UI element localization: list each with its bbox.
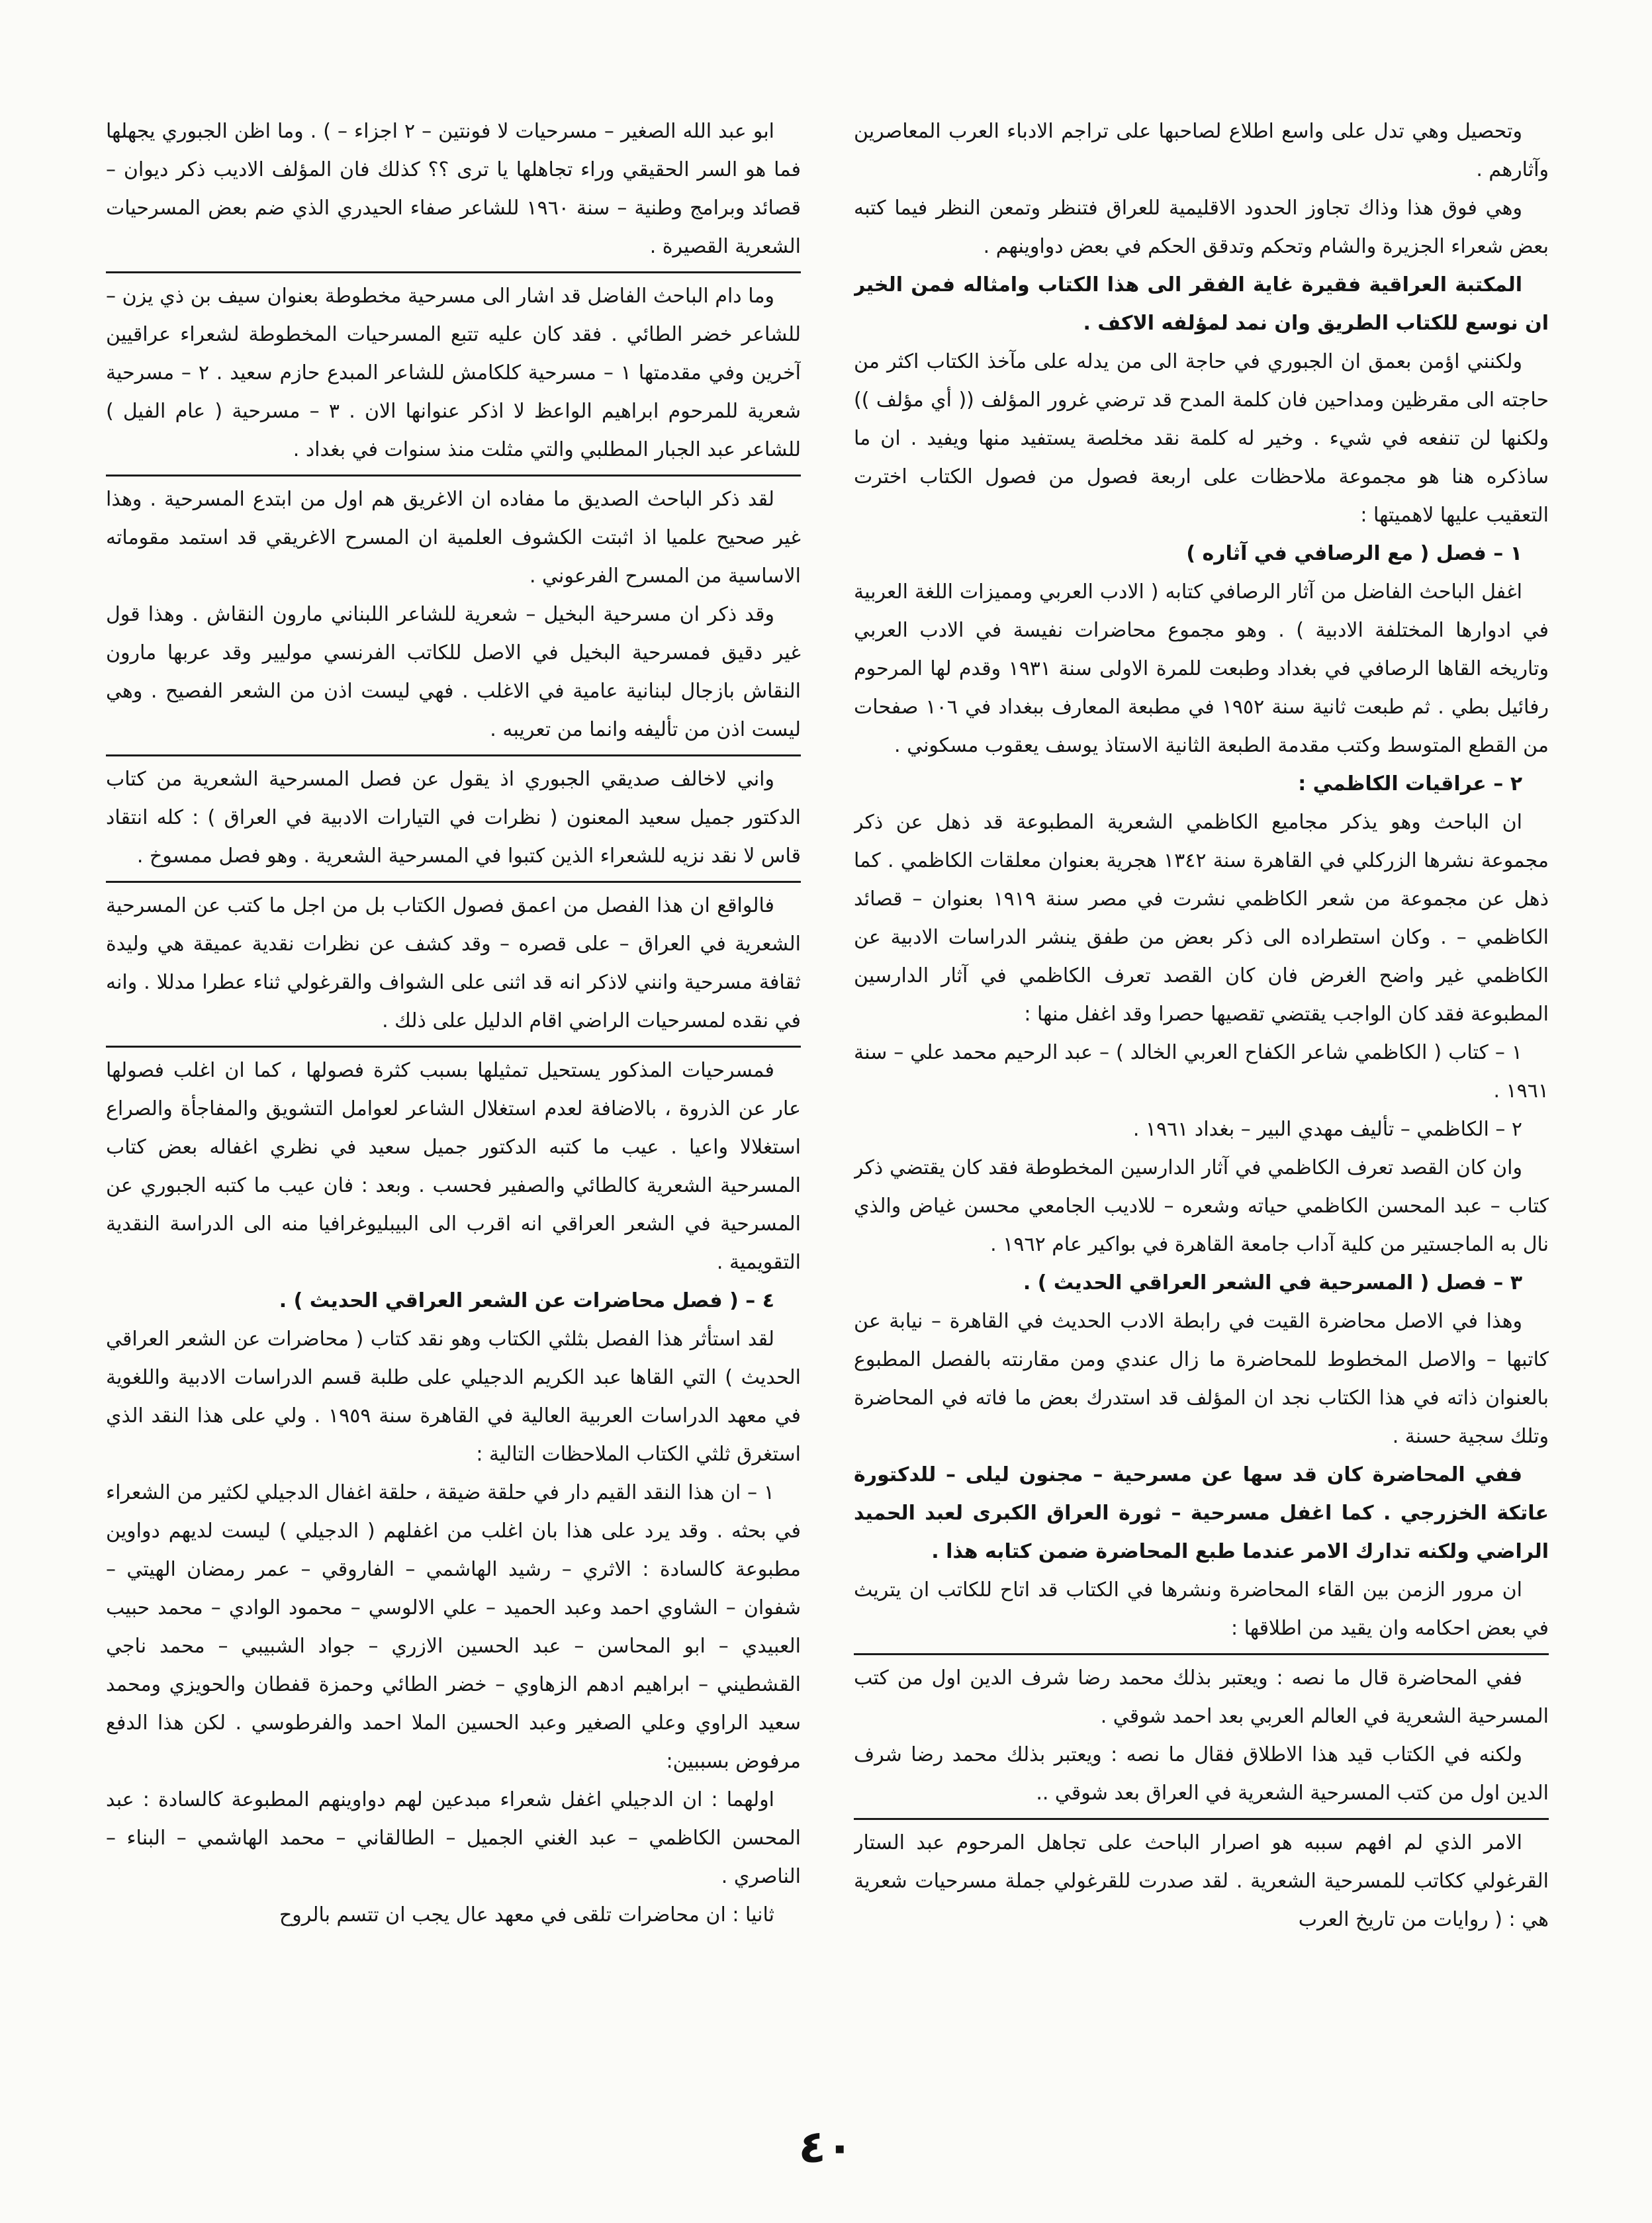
- section-heading-lectures: ٤ – ( فصل محاضرات عن الشعر العراقي الحديث ) .: [279, 1289, 774, 1312]
- paragraph: ان الباحث وهو يذكر مجاميع الكاظمي الشعرية المطبوعة قد ذهل عن ذكر مجموعة نشرها الزركلي في القاهرة سنة ١٣٤٢ هجرية بعنوان معلقات الكاظمي . كما ذهل عن مجموعة من شعر الكاظمي نشرت في مصر سنة ١٩١٩ بعنوان – قصائد الكاظمي – . وكان استطراده الى ذكر بعض من طفق ينشر الدراسات الادبية عن الكاظمي غير واضح الغرض فان كان القصد تعرف الكاظمي في آثار الدارسين المطبوعة فقد كان الواجب يقتضي تقصيها حصرا وقد اغفل منها :: [854, 811, 1549, 1026]
- list-item: ٢ – الكاظمي – تأليف مهدي البير – بغداد ١٩٦١ .: [1132, 1118, 1522, 1141]
- right-column: [854, 113, 1549, 2105]
- list-item: اولهما : ان الدجيلي اغفل شعراء مبدعين لهم دواوينهم المطبوعة كالسادة : عبد المحسن الكاظمي – عبد الغني الجميل – الطالقاني – محمد الهاشمي – البناء – الناصري .: [106, 1788, 801, 1888]
- paragraph: فالواقع ان هذا الفصل من اعمق فصول الكتاب بل من اجل ما كتب عن المسرحية الشعرية في العراق – على قصره – وقد كشف عن نظرات نقدية عميقة هي وليدة ثقافة مسرحية وانني لاذكر انه قد اثنى على الشواف والقرغولي ثناء عطرا مدللا . وانه في نقده لمسرحيات الراضي اقام الدليل على ذلك .: [106, 881, 801, 1040]
- paragraph: ففي المحاضرة قال ما نصه : ويعتبر بذلك محمد رضا شرف الدين اول من كتب المسرحية الشعرية في العالم العربي بعد احمد شوقي .: [854, 1653, 1549, 1736]
- paragraph: وما دام الباحث الفاضل قد اشار الى مسرحية مخطوطة بعنوان سيف بن ذي يزن – للشاعر خضر الطائي . فقد كان عليه تتبع المسرحيات المخطوطة لشعراء عراقيين آخرين وفي مقدمتها ١ – مسرحية كلكامش للشاعر المبدع حازم سعيد . ٢ – مسرحية شعرية للمرحوم ابراهيم الواعظ لا اذكر عنوانها الان . ٣ – مسرحية ( عام الفيل ) للشاعر عبد الجبار المطلبي والتي مثلت منذ سنوات في بغداد .: [106, 271, 801, 469]
- paragraph: فمسرحيات المذكور يستحيل تمثيلها بسبب كثرة فصولها ، كما ان اغلب فصولها عار عن الذروة ، بالاضافة لعدم استغلال الشاعر لعوامل التشويق والمفاجأة والصراع استغلالا واعيا . عيب ما كتبه الدكتور جميل سعيد في نظري اغفاله بعض كتاب المسرحية الشعرية كالطائي والصفير فحسب . وبعد : فان عيب ما كتبه الجبوري عن المسرحية في الشعر العراقي انه اقرب الى البيبليوغرافيا منه الى الدراسة النقدية التقويمية .: [106, 1046, 801, 1282]
- page-number: ٤٠: [798, 2121, 854, 2173]
- paragraph: الامر الذي لم افهم سببه هو اصرار الباحث على تجاهل المرحوم عبد الستار القرغولي ككاتب للمسرحية الشعرية . لقد صدرت للقرغولي جملة مسرحيات شعرية هي : ( روايات من تاريخ العرب: [854, 1818, 1549, 1939]
- paragraph: وهذا في الاصل محاضرة القيت في رابطة الادب الحديث في القاهرة – نيابة عن كاتبها – والاصل المخطوط للمحاضرة ما زال عندي ومن مقارنته بالفصل المطبوع بالعنوان ذاته في هذا الكتاب نجد ان المؤلف قد استدرك بعض ما فاته في المحاضرة وتلك سجية حسنة .: [854, 1310, 1549, 1448]
- left-column: [106, 113, 801, 2105]
- paragraph: ولكنه في الكتاب قيد هذا الاطلاق فقال ما نصه : ويعتبر بذلك محمد رضا شرف الدين اول من كتب المسرحية الشعرية في العراق بعد شوقي ..: [854, 1743, 1549, 1805]
- paragraph: وان كان القصد تعرف الكاظمي في آثار الدارسين المخطوطة فقد كان يقتضي ذكر كتاب – عبد المحسن الكاظمي حياته وشعره – للاديب الجامعي محسن غياض والذي نال به الماجستير من كلية آداب جامعة القاهرة في بواكير عام ١٩٦٢ .: [854, 1156, 1549, 1256]
- paragraph: وقد ذكر ان مسرحية البخيل – شعرية للشاعر اللبناني مارون النقاش . وهذا قول غير دقيق فمسرحية البخيل في الاصل للكاتب الفرنسي موليير وقد عربها مارون النقاش بازجال لبنانية عامية في الاغلب . فهي ليست اذن من الشعر الفصيح . وهي ليست اذن من تأليفه وانما من تعريبه .: [106, 603, 801, 741]
- paragraph: ففي المحاضرة كان قد سها عن مسرحية – مجنون ليلى – للدكتورة عاتكة الخزرجي . كما اغفل مسرحية – ثورة العراق الكبرى لعبد الحميد الراضي ولكنه تدارك الامر عندما طبع المحاضرة ضمن كتابه هذا .: [854, 1463, 1549, 1563]
- list-item: ١ – كتاب ( الكاظمي شاعر الكفاح العربي الخالد ) – عبد الرحيم محمد علي – سنة ١٩٦١ .: [854, 1041, 1549, 1103]
- paragraph: واني لاخالف صديقي الجبوري اذ يقول عن فصل المسرحية الشعرية من كتاب الدكتور جميل سعيد المعنون ( نظرات في التيارات الادبية في العراق ) : كله انتقاد قاس لا نقد نزيه للشعراء الذين كتبوا في المسرحية الشعرية . وهو فصل ممسوخ .: [106, 754, 801, 876]
- section-heading-kadhimi: ٢ – عراقيات الكاظمي :: [1298, 772, 1522, 795]
- list-item: ١ – ان هذا النقد القيم دار في حلقة ضيقة ، حلقة اغفال الدجيلي لكثير من الشعراء في بحثه . وقد يرد على هذا بان اغلب من اغفلهم ( الدجيلي ) ليست لديهم دواوين مطبوعة كالسادة : الاثري – رشيد الهاشمي – الفاروقي – عمر رمضان الهيتي – شفوان – الشاوي احمد وعبد الحميد – علي الالوسي – محمود الوادي – محمد حبيب العبيدي – ابو المحاسن – عبد الحسين الازري – جواد الشبيبي – محمد ناجي القشطيني – ابراهيم ادهم الزهاوي – خضر الطائي وحمزة قفطان والحويزي ومحمد سعيد الراوي وعلي الصغير وعبد الحسين الملا احمد والفرطوسي . لكن هذا الدفع مرفوض بسببين:: [106, 1481, 801, 1773]
- paragraph: وتحصيل وهي تدل على واسع اطلاع لصاحبها على تراجم الادباء العرب المعاصرين وآثارهم .: [854, 120, 1549, 181]
- paragraph: ان مرور الزمن بين القاء المحاضرة ونشرها في الكتاب قد اتاح للكاتب ان يتريث في بعض احكامه وان يقيد من اطلاقها :: [854, 1578, 1549, 1640]
- paragraph: لقد ذكر الباحث الصديق ما مفاده ان الاغريق هم اول من ابتدع المسرحية . وهذا غير صحيح علميا اذ اثبتت الكشوف العلمية ان المسرح الاغريقي قد استمد مقوماته الاساسية من المسرح الفرعوني .: [106, 475, 801, 596]
- section-heading-rusafi: ١ – فصل ( مع الرصافي في آثاره ): [1186, 542, 1522, 565]
- paragraph: المكتبة العراقية فقيرة غاية الفقر الى هذا الكتاب وامثاله فمن الخير ان نوسع للكتاب الطريق وان نمد لمؤلفه الاكف .: [854, 273, 1549, 335]
- paragraph: وهي فوق هذا وذاك تجاوز الحدود الاقليمية للعراق فتنظر وتمعن النظر فيما كتبه بعض شعراء الجزيرة والشام وتحكم وتدقق الحكم في بعض دواوينهم .: [854, 197, 1549, 258]
- section-heading-drama: ٣ – فصل ( المسرحية في الشعر العراقي الحديث ) .: [1023, 1271, 1522, 1294]
- paragraph: لقد استأثر هذا الفصل بثلثي الكتاب وهو نقد كتاب ( محاضرات عن الشعر العراقي الحديث ) التي القاها عبد الكريم الدجيلي على طلبة قسم الدراسات الادبية واللغوية في معهد الدراسات العربية العالية في القاهرة سنة ١٩٥٩ . ولي على هذا النقد الذي استغرق ثلثي الكتاب الملاحظات التالية :: [106, 1328, 801, 1466]
- list-item: ثانيا : ان محاضرات تلقى في معهد عال يجب ان تتسم بالروح: [279, 1903, 774, 1927]
- paragraph: ابو عبد الله الصغير – مسرحيات لا فونتين – ٢ اجزاء – ) . وما اظن الجبوري يجهلها فما هو السر الحقيقي وراء تجاهلها يا ترى ؟؟ كذلك فان المؤلف الاديب ذكر ديوان – قصائد وبرامج وطنية – سنة ١٩٦٠ للشاعر صفاء الحيدري الذي ضم بعض المسرحيات الشعرية القصيرة .: [106, 120, 801, 258]
- paragraph: اغفل الباحث الفاضل من آثار الرصافي كتابه ( الادب العربي ومميزات اللغة العربية في ادوارها المختلفة الادبية ) . وهو مجموع محاضرات نفيسة في الادب العربي وتاريخه القاها الرصافي في بغداد وطبعت للمرة الاولى سنة ١٩٣١ وقدم لها المرحوم رفائيل بطي . ثم طبعت ثانية سنة ١٩٥٢ في مطبعة المعارف ببغداد في ١٠٦ صفحات من القطع المتوسط وكتب مقدمة الطبعة الثانية الاستاذ يوسف يعقوب مسكوني .: [854, 580, 1549, 757]
- paragraph: ولكنني اؤمن بعمق ان الجبوري في حاجة الى من يدله على مآخذ الكتاب اكثر من حاجته الى مقرظين ومداحين فان كلمة المدح قد ترضي غرور المؤلف (( أي مؤلف )) ولكنها لن تنفعه في شيء . وخير له كلمة نقد مخلصة يستفيد منها ويفيد . ان ما ساذكره هنا هو مجموعة ملاحظات على اربعة فصول من فصول الكتاب اخترت التعقيب عليها لاهميتها :: [854, 350, 1549, 527]
